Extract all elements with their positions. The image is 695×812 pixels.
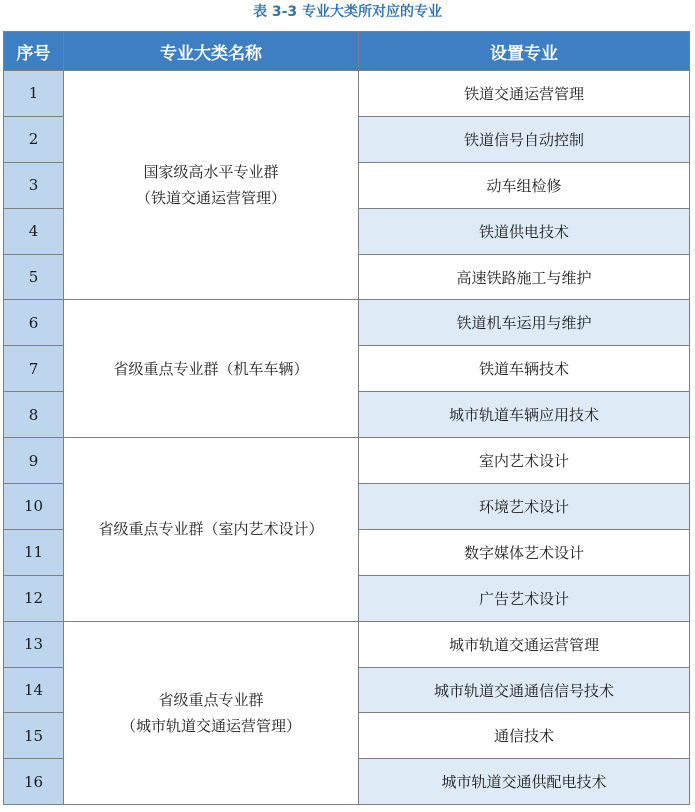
major-name: 城市轨道交通运营管理 <box>359 621 690 667</box>
category-name-line: （城市轨道交通运营管理） <box>120 716 301 735</box>
row-index: 16 <box>4 759 64 805</box>
table-row <box>4 621 690 667</box>
major-name: 广告艺术设计 <box>359 575 690 621</box>
category-name-line: 国家级高水平专业群 <box>143 163 279 182</box>
major-name: 铁道机车运用与维护 <box>359 300 690 346</box>
category-cell <box>64 300 359 438</box>
majors-table <box>3 31 690 805</box>
major-name: 铁道车辆技术 <box>359 346 690 392</box>
row-index: 3 <box>4 162 64 208</box>
major-name: 通信技术 <box>359 713 690 759</box>
major-name: 铁道交通运营管理 <box>359 71 690 117</box>
row-index: 12 <box>4 575 64 621</box>
row-index: 14 <box>4 667 64 713</box>
major-name: 城市轨道交通通信信号技术 <box>359 667 690 713</box>
row-index: 8 <box>4 392 64 438</box>
table-caption: 表 3-3 专业大类所对应的专业 <box>252 4 443 20</box>
major-name: 铁道信号自动控制 <box>359 116 690 162</box>
category-name-line: 省级重点专业群（室内艺术设计） <box>98 520 324 539</box>
major-name: 环境艺术设计 <box>359 484 690 530</box>
row-index: 7 <box>4 346 64 392</box>
category-cell <box>64 621 359 805</box>
header-index: 序号 <box>4 32 64 71</box>
table-row <box>4 300 690 346</box>
header-majors: 设置专业 <box>359 32 690 71</box>
row-index: 5 <box>4 254 64 300</box>
row-index: 9 <box>4 438 64 484</box>
category-name-line: 省级重点专业群（机车车辆） <box>113 359 309 378</box>
major-name: 高速铁路施工与维护 <box>359 254 690 300</box>
row-index: 1 <box>4 71 64 117</box>
category-name-line: 省级重点专业群 <box>158 690 264 709</box>
major-name: 城市轨道车辆应用技术 <box>359 392 690 438</box>
major-name: 动车组检修 <box>359 162 690 208</box>
row-index: 2 <box>4 116 64 162</box>
table-row <box>4 438 690 484</box>
row-index: 11 <box>4 529 64 575</box>
major-name: 室内艺术设计 <box>359 438 690 484</box>
category-cell <box>64 438 359 622</box>
header-category: 专业大类名称 <box>64 32 359 71</box>
major-name: 城市轨道交通供配电技术 <box>359 759 690 805</box>
header-row <box>4 32 690 71</box>
row-index: 13 <box>4 621 64 667</box>
row-index: 6 <box>4 300 64 346</box>
row-index: 4 <box>4 208 64 254</box>
row-index: 10 <box>4 484 64 530</box>
category-cell <box>64 71 359 300</box>
major-name: 铁道供电技术 <box>359 208 690 254</box>
major-name: 数字媒体艺术设计 <box>359 529 690 575</box>
category-name-line: （铁道交通运营管理） <box>135 189 286 208</box>
table-row <box>4 71 690 117</box>
row-index: 15 <box>4 713 64 759</box>
